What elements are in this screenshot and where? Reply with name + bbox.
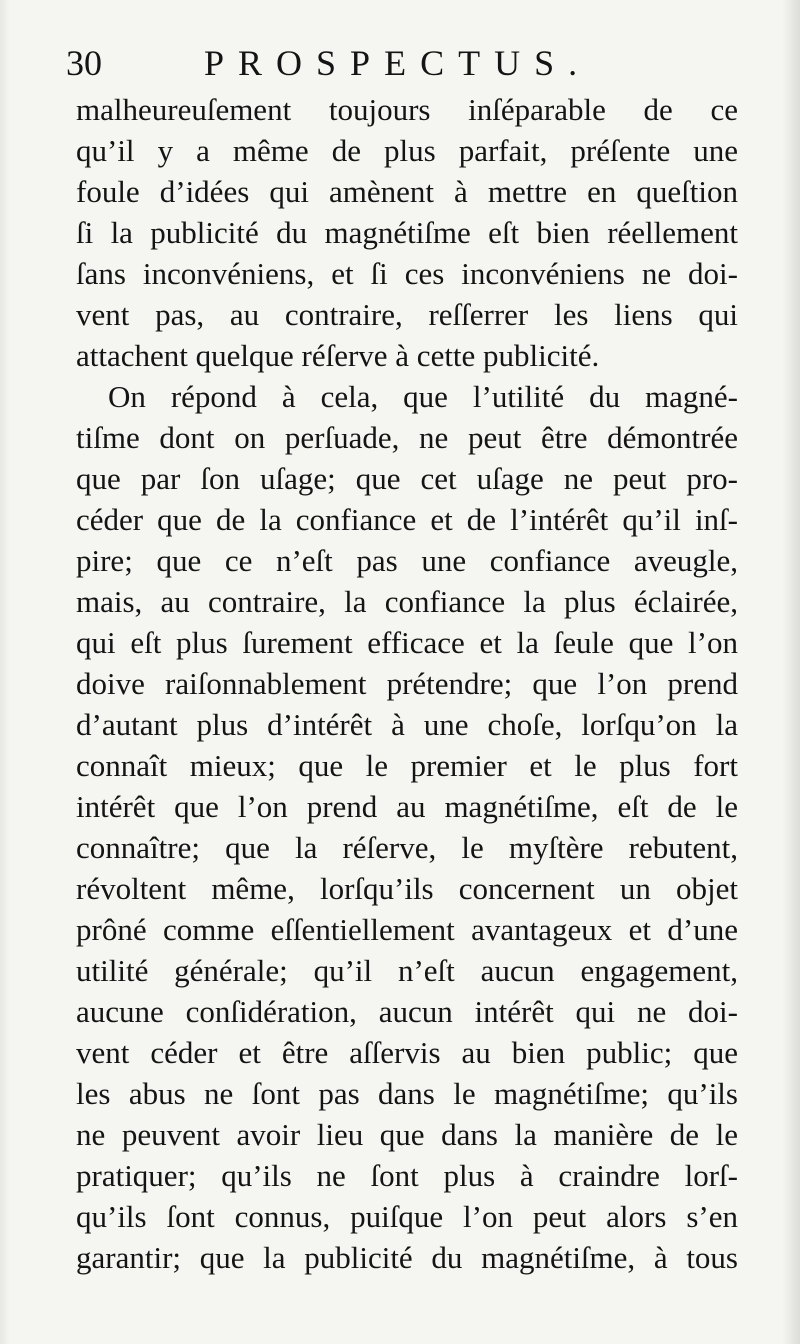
text-line: intérêt que l’on prend au magnétiſme, eſt de le xyxy=(76,789,738,824)
text-line: tiſme dont on perſuade, ne peut être démontrée xyxy=(76,420,738,455)
text-line: aucune conſidération, aucun intérêt qui ne doi- xyxy=(76,994,738,1029)
text-line: qu’il y a même de plus parfait, préſente une xyxy=(76,133,738,168)
text-line: pratiquer; qu’ils ne ſont plus à craindre lorſ- xyxy=(76,1158,738,1193)
text-line: pire; que ce n’eſt pas une confiance aveugle, xyxy=(76,543,738,578)
text-line: révoltent même, lorſqu’ils concernent un objet xyxy=(76,871,738,906)
text-line: foule d’idées qui amènent à mettre en queſtion xyxy=(76,174,738,209)
text-line: ſans inconvéniens, et ſi ces inconvéniens ne doi- xyxy=(76,256,738,291)
text-line: ne peuvent avoir lieu que dans la manière de le xyxy=(76,1117,738,1152)
text-line: d’autant plus d’intérêt à une choſe, lorſqu’on la xyxy=(76,707,738,742)
running-head xyxy=(66,38,746,88)
page-gutter-shadow xyxy=(0,0,10,1344)
text-line: utilité générale; qu’il n’eſt aucun engagement, xyxy=(76,953,738,988)
text-line: qu’ils ſont connus, puiſque l’on peut alors s’en xyxy=(76,1199,738,1234)
text-line: prôné comme eſſentiellement avantageux et d’une xyxy=(76,912,738,947)
text-line: On répond à cela, que l’utilité du magné- xyxy=(108,379,738,414)
text-line: céder que de la confiance et de l’intérêt qu’il inſ- xyxy=(76,502,738,537)
text-line: que par ſon uſage; que cet uſage ne peut pro- xyxy=(76,461,738,496)
text-line: ſi la publicité du magnétiſme eſt bien réellement xyxy=(76,215,738,250)
text-line: connaît mieux; que le premier et le plus fort xyxy=(76,748,738,783)
page-number: 30 xyxy=(66,43,102,83)
text-line: qui eſt plus ſurement efficace et la ſeule que l’on xyxy=(76,625,738,660)
text-line: les abus ne ſont pas dans le magnétiſme; qu’ils xyxy=(76,1076,738,1111)
text-line: mais, au contraire, la confiance la plus éclairée, xyxy=(76,584,738,619)
text-line: malheureuſement toujours inſéparable de ce xyxy=(76,92,738,127)
text-line: vent céder et être aſſervis au bien public; que xyxy=(76,1035,738,1070)
text-line: doive raiſonnablement prétendre; que l’on prend xyxy=(76,666,738,701)
text-line: garantir; que la publicité du magnétiſme, à tous xyxy=(76,1240,738,1275)
text-line: vent pas, au contraire, reſſerrer les liens qui xyxy=(76,297,738,332)
text-line: attachent quelque réſerve à cette publicité. xyxy=(76,338,600,373)
page-header-title: PROSPECTUS. xyxy=(204,43,592,83)
text-line: connaître; que la réſerve, le myſtère rebutent, xyxy=(76,830,738,865)
page-edge-shadow xyxy=(782,0,800,1344)
